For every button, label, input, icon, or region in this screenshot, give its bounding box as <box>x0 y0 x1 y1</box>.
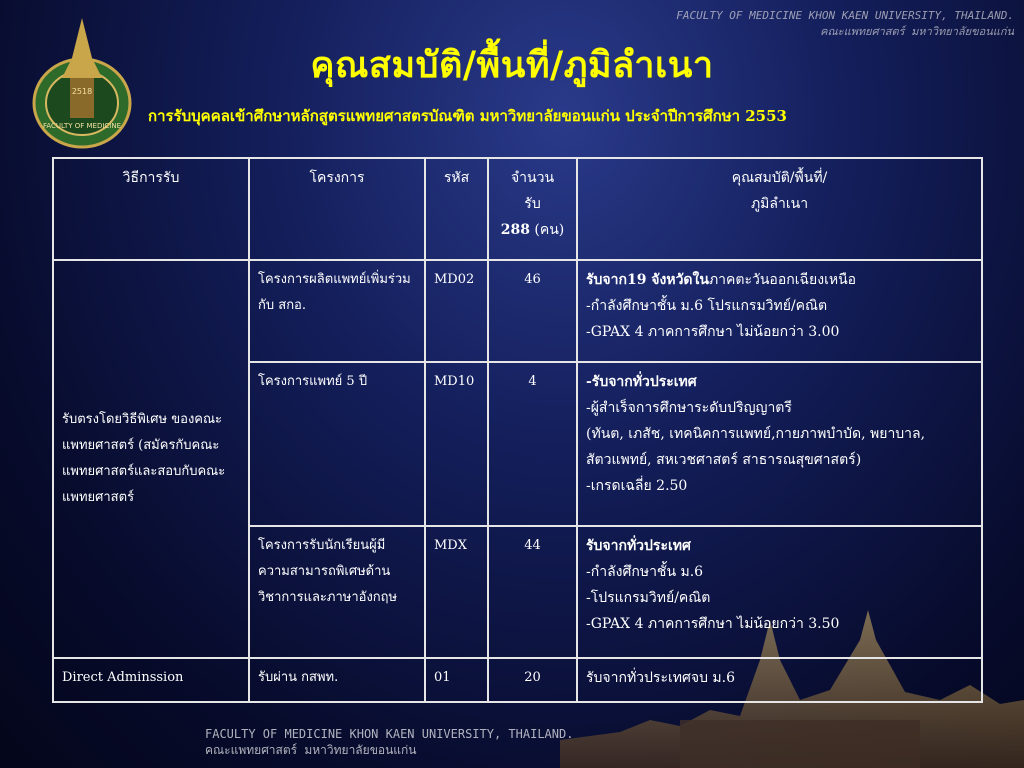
header-code: รหัส <box>425 158 488 260</box>
qualification-cell <box>577 362 982 526</box>
qualification-cell <box>577 526 982 658</box>
slide-subtitle: การรับบุคคลเข้าศึกษาหลักสูตรแพทยศาสตรบัณฑิต มหาวิทยาลัยขอนแก่น ประจำปีการศึกษา 2553 <box>148 107 787 125</box>
logo-caption-text: FACULTY OF MEDICINE <box>42 122 122 130</box>
qual-bold-text: -รับจากทั่วประเทศ <box>586 374 697 390</box>
header-count-unit: (คน) <box>534 222 565 238</box>
qual-line: -กำลังศึกษาชั้น ม.6 โปรแกรมวิทย์/คณิต <box>586 298 828 314</box>
bottom-branding <box>205 726 573 758</box>
qual-line: -GPAX 4 ภาคการศึกษา ไม่น้อยกว่า 3.00 <box>586 324 840 340</box>
qual-rest-text: รับจากทั่วประเทศจบ ม.6 <box>586 670 735 686</box>
method-special-cell: รับตรงโดยวิธีพิเศษ ของคณะแพทยศาสตร์ (สมัครกับคณะแพทยศาสตร์และสอบกับคณะแพทยศาสตร์ <box>53 260 249 658</box>
project-cell: รับผ่าน กสพท. <box>249 658 425 702</box>
header-qual-line2: ภูมิลำเนา <box>750 196 809 212</box>
qual-bold-text: รับจากทั่วประเทศ <box>586 538 691 554</box>
qual-line: -โปรแกรมวิทย์/คณิต <box>586 590 711 606</box>
qual-line: -เกรดเฉลี่ย 2.50 <box>586 478 688 494</box>
top-branding-en: FACULTY OF MEDICINE KHON KAEN UNIVERSITY, THAILAND. <box>676 9 1014 22</box>
qual-line: -กำลังศึกษาชั้น ม.6 <box>586 564 704 580</box>
admission-table <box>52 157 983 703</box>
header-qual-line1: คุณสมบัติ/พื้นที่/ <box>731 170 828 186</box>
project-cell: โครงการรับนักเรียนผู้มีความสามารถพิเศษด้านวิชาการและภาษาอังกฤษ <box>249 526 425 658</box>
qual-line: -ผู้สำเร็จการศึกษาระดับปริญญาตรี <box>586 400 792 416</box>
qual-line: สัตวแพทย์, สหเวชศาสตร์ สาธารณสุขศาสตร์) <box>586 452 862 468</box>
header-count-total-line <box>497 217 568 243</box>
bottom-branding-en: FACULTY OF MEDICINE KHON KAEN UNIVERSITY, THAILAND. <box>205 727 574 741</box>
count-cell: 46 <box>488 260 577 362</box>
code-cell: MD02 <box>425 260 488 362</box>
header-count-line2: รับ <box>524 196 541 212</box>
qualification-cell <box>577 658 982 702</box>
slide-title: คุณสมบัติ/พื้นที่/ภูมิลำเนา <box>310 44 714 86</box>
qualification-cell <box>577 260 982 362</box>
header-method: วิธีการรับ <box>53 158 249 260</box>
qual-first-line <box>586 267 973 293</box>
code-cell: MDX <box>425 526 488 658</box>
code-cell: 01 <box>425 658 488 702</box>
qual-line: -GPAX 4 ภาคการศึกษา ไม่น้อยกว่า 3.50 <box>586 616 840 632</box>
project-cell: โครงการแพทย์ 5 ปี <box>249 362 425 526</box>
header-project: โครงการ <box>249 158 425 260</box>
table-header-row <box>53 158 982 260</box>
code-cell: MD10 <box>425 362 488 526</box>
header-count-line1: จำนวน <box>510 170 555 186</box>
count-cell: 4 <box>488 362 577 526</box>
qual-line: (ทันต, เภสัช, เทคนิคการแพทย์,กายภาพบำบัด, พยาบาล, <box>586 426 926 442</box>
count-cell: 20 <box>488 658 577 702</box>
project-cell: โครงการผลิตแพทย์เพิ่มร่วมกับ สกอ. <box>249 260 425 362</box>
method-direct-cell: Direct Adminssion <box>53 658 249 702</box>
header-count-total: 288 <box>500 222 530 238</box>
logo-year-text: 2518 <box>71 87 93 96</box>
table-row <box>53 658 982 702</box>
top-branding-th: คณะแพทยศาสตร์ มหาวิทยาลัยขอนแก่น <box>820 25 1014 38</box>
header-count <box>488 158 577 260</box>
header-qualification <box>577 158 982 260</box>
bottom-branding-th: คณะแพทยศาสตร์ มหาวิทยาลัยขอนแก่น <box>205 743 417 757</box>
count-cell: 44 <box>488 526 577 658</box>
qual-rest-text: ภาคตะวันออกเฉียงเหนือ <box>708 272 857 288</box>
table-row <box>53 260 982 362</box>
qual-bold-text: รับจาก19 จังหวัดใน <box>586 272 709 288</box>
